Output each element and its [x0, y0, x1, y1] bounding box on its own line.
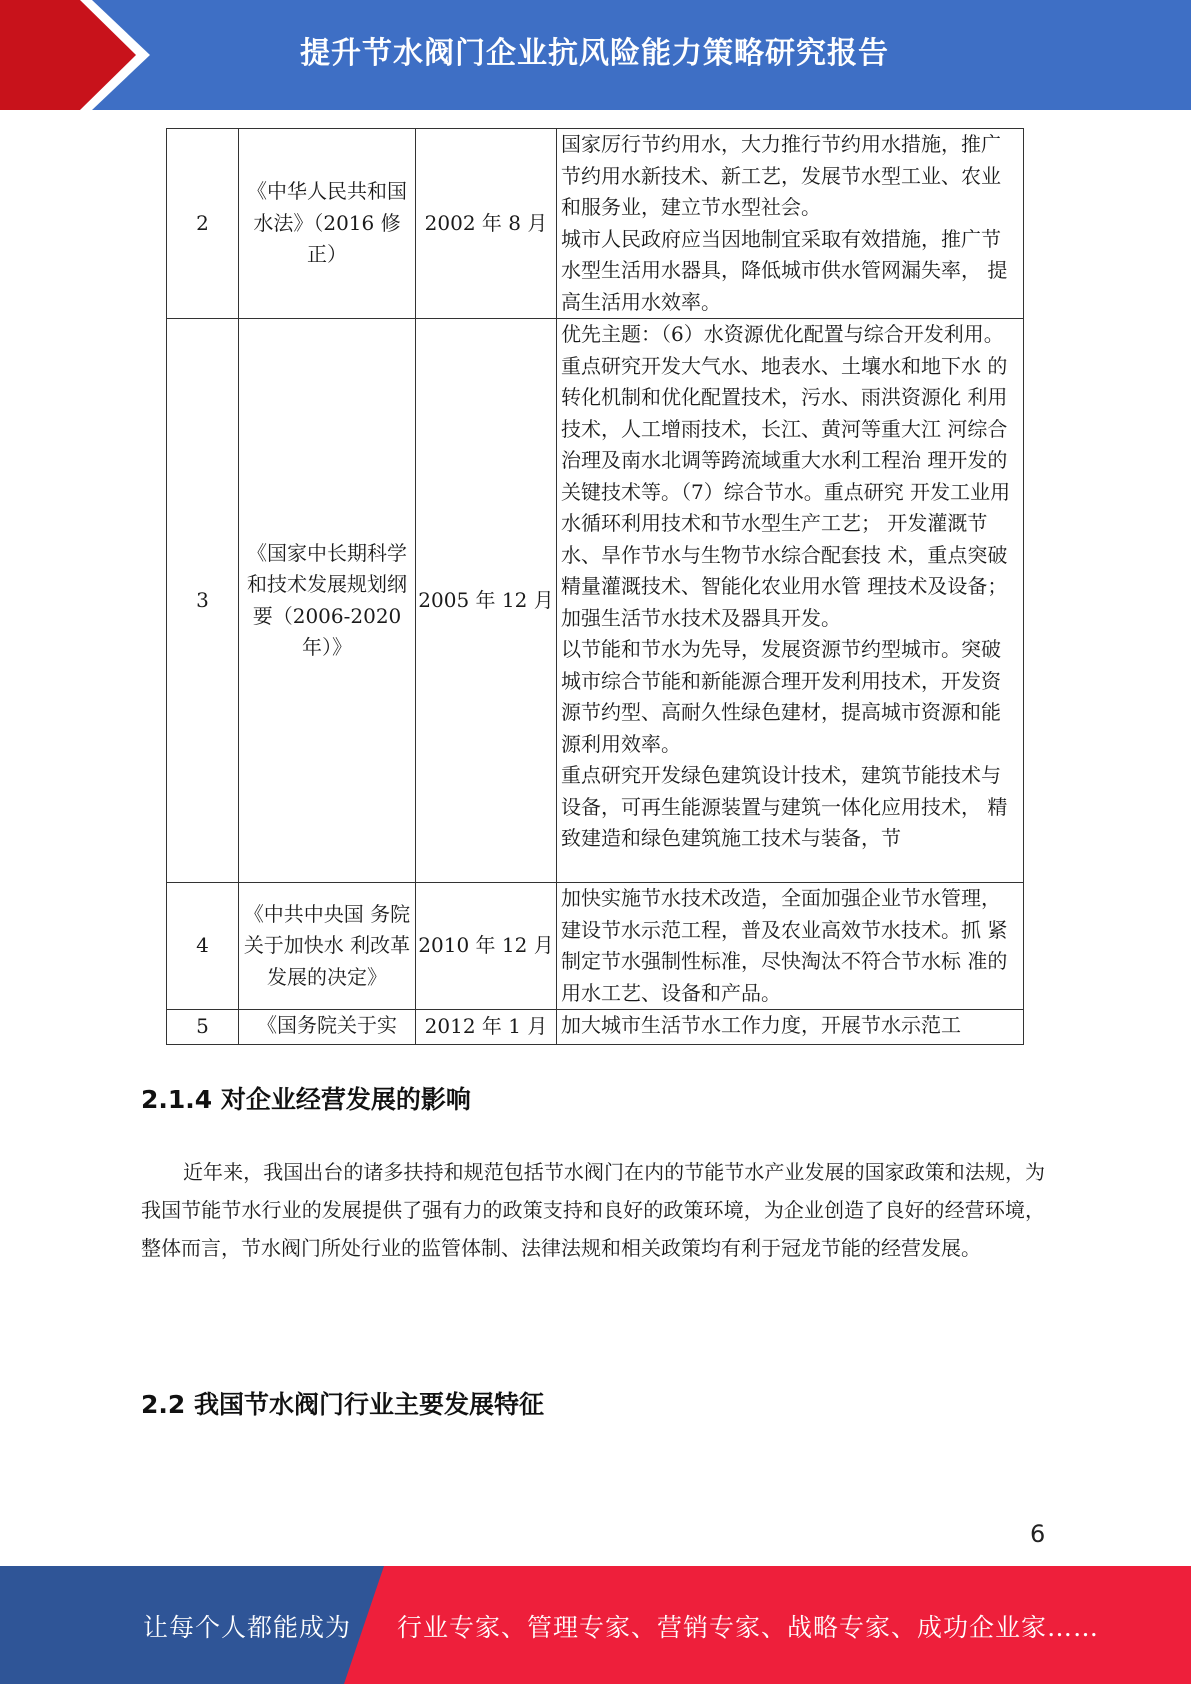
table-row [167, 883, 1024, 1010]
policy-content [557, 319, 1024, 883]
policy-name [239, 1010, 416, 1045]
section-heading-2-2: 2.2 我国节水阀门行业主要发展特征 [141, 1390, 544, 1419]
footer-slogan-right: 行业专家、管理专家、营销专家、战略专家、成功企业家…… [397, 1613, 1100, 1642]
content-paragraph: 加快实施节水技术改造，全面加强企业节水管理， 建设节水示范工程，普及农业高效节水技术。抓 紧制定节水强制性标准，尽快淘汰不符合节水标 准的用水工艺、设备和产品。 [561, 886, 1008, 1005]
policy-content [557, 129, 1024, 319]
content-paragraph: 以节能和节水为先导，发展资源节约型城市。突破城市综合节能和新能源合理开发利用技术，开发资源节约型、高耐久性绿色建材，提高城市资源和能源利用效率。 [561, 637, 1001, 756]
footer-banner [0, 1566, 1191, 1684]
policy-name: 《中华人民共和国水法》（2016 修正） [239, 129, 416, 319]
content-paragraph: 国家厉行节约用水，大力推行节约用水措施，推广节约用水新技术、新工艺，发展节水型工业、农业和服务业，建立节水型社会。 [561, 132, 1001, 219]
table-row [167, 1010, 1024, 1045]
content-paragraph: 加大城市生活节水工作力度，开展节水示范工 [561, 1013, 961, 1037]
table-row [167, 129, 1024, 319]
row-number: 3 [167, 319, 239, 883]
name-clip: 《国务院关于实 [257, 1013, 397, 1037]
policy-name: 《中共中央国 务院关于加快水 利改革发展的决定》 [239, 883, 416, 1010]
red-chevron-decoration [0, 0, 160, 110]
policy-date: 2012 年 1 月 [416, 1010, 557, 1045]
policy-content [557, 1010, 1024, 1045]
policy-date: 2010 年 12 月 [416, 883, 557, 1010]
policy-content [557, 883, 1024, 1010]
report-title: 提升节水阀门企业抗风险能力策略研究报告 [300, 36, 889, 71]
policy-table [166, 128, 1024, 1045]
page-number: 6 [1030, 1520, 1046, 1548]
row-number: 5 [167, 1010, 239, 1045]
header-banner [0, 0, 1191, 110]
section-paragraph: 近年来，我国出台的诸多扶持和规范包括节水阀门在内的节能节水产业发展的国家政策和法规，为我国节能节水行业的发展提供了强有力的政策支持和良好的政策环境，为企业创造了良好的经营环境，整体而言，节水阀门所处行业的监管体制、法律法规和相关政策均有利于冠龙节能的经营发展。 [141, 1160, 1045, 1260]
content-paragraph: 城市人民政府应当因地制宜采取有效措施，推广节水型生活用水器具，降低城市供水管网漏失率， 提高生活用水效率。 [561, 226, 1008, 314]
footer-slogan-left: 让每个人都能成为 [143, 1613, 352, 1642]
content-paragraph: 重点研究开发绿色建筑设计技术，建筑节能技术与设备，可再生能源装置与建筑一体化应用技术， 精致建造和绿色建筑施工技术与装备，节 [561, 763, 1008, 850]
section-heading-2-1-4: 2.1.4 对企业经营发展的影响 [141, 1085, 471, 1114]
policy-date: 2005 年 12 月 [416, 319, 557, 883]
policy-date: 2002 年 8 月 [416, 129, 557, 319]
content-paragraph: 优先主题：（6）水资源优化配置与综合开发利用。 重点研究开发大气水、地表水、土壤水和地下水 的转化机制和优化配置技术，污水、雨洪资源化 利用技术，人工增雨技术，长江、黄河等重大江 河综合治理及南水北调等跨流域重大水利工程治 理开发的关键技术等。（7）综合节水。重点研究 开发工业用水循环利用技术和节水型生产工艺； 开发灌溉节水、旱作节水与生物节水综合配套技 术，重点突破精量灌溉技术、智能化农业用水管 理技术及设备；加强生活节水技术及器具开发。 [561, 322, 1011, 630]
row-number: 4 [167, 883, 239, 1010]
row-number: 2 [167, 129, 239, 319]
content-clip [561, 1010, 1019, 1044]
table-row [167, 319, 1024, 883]
policy-name: 《国家中长期科学和技术发展规划纲要（2006-2020 年）》 [239, 319, 416, 883]
content-clip [561, 319, 1019, 882]
